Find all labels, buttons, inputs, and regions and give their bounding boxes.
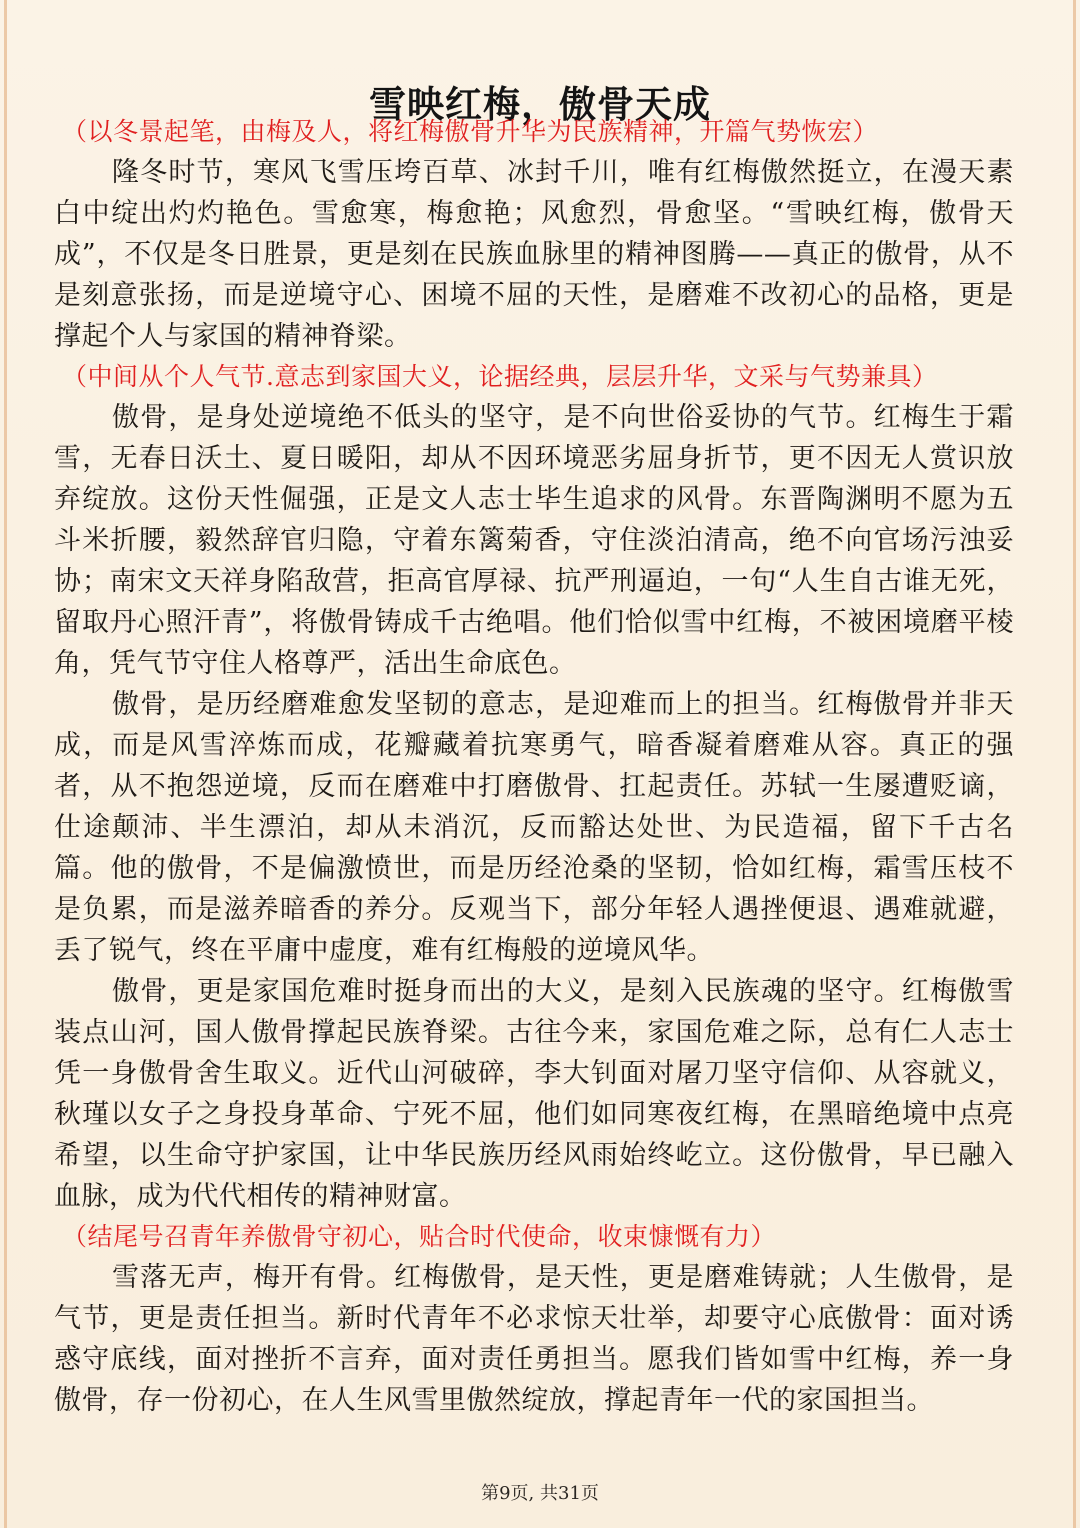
annotation-middle: （中间从个人气节.意志到家国大义，论据经典，层层升华，文采与气势兼具）	[62, 362, 938, 391]
essay-body	[54, 112, 1014, 1421]
paragraph-5: 雪落无声，梅开有骨。红梅傲骨，是天性，更是磨难铸就；人生傲骨，是气节，更是责任担当。新时代青年不必求惊天壮举，却要守心底傲骨：面对诱惑守底线，面对挫折不言弃，面对责任勇担当。愿我们皆如雪中红梅，养一身傲骨，存一份初心，在人生风雪里傲然绽放，撑起青年一代的家国担当。	[54, 1262, 1014, 1416]
essay-title: 雪映红梅，傲骨天成	[369, 82, 711, 126]
page-border-left	[4, 0, 7, 1528]
page-number: 第9页, 共31页	[481, 1483, 599, 1504]
paragraph-2: 傲骨，是身处逆境绝不低头的坚守，是不向世俗妥协的气节。红梅生于霜雪，无春日沃土、夏日暖阳，却从不因环境恶劣屈身折节，更不因无人赏识放弃绽放。这份天性倔强，正是文人志士毕生追求的风骨。东晋陶渊明不愿为五斗米折腰，毅然辞官归隐，守着东篱菊香，守住淡泊清高，绝不向官场污浊妥协；南宋文天祥身陷敌营，拒高官厚禄、抗严刑逼迫，一句“人生自古谁无死，留取丹心照汗青”，将傲骨铸成千古绝唱。他们恰似雪中红梅，不被困境磨平棱角，凭气节守住人格尊严，活出生命底色。	[54, 402, 1014, 679]
paragraph-3: 傲骨，是历经磨难愈发坚韧的意志，是迎难而上的担当。红梅傲骨并非天成，而是风雪淬炼而成，花瓣藏着抗寒勇气，暗香凝着磨难从容。真正的强者，从不抱怨逆境，反而在磨难中打磨傲骨、扛起责任。苏轼一生屡遭贬谪，仕途颠沛、半生漂泊，却从未消沉，反而豁达处世、为民造福，留下千古名篇。他的傲骨，不是偏激愤世，而是历经沧桑的坚韧，恰如红梅，霜雪压枝不是负累，而是滋养暗香的养分。反观当下，部分年轻人遇挫便退、遇难就避，丢了锐气，终在平庸中虚度，难有红梅般的逆境风华。	[54, 689, 1014, 966]
paragraph-4: 傲骨，更是家国危难时挺身而出的大义，是刻入民族魂的坚守。红梅傲雪装点山河，国人傲骨撑起民族脊梁。古往今来，家国危难之际，总有仁人志士凭一身傲骨舍生取义。近代山河破碎，李大钊面对屠刀坚守信仰、从容就义，秋瑾以女子之身投身革命、宁死不屈，他们如同寒夜红梅，在黑暗绝境中点亮希望，以生命守护家国，让中华民族历经风雨始终屹立。这份傲骨，早已融入血脉，成为代代相传的精神财富。	[54, 976, 1014, 1212]
annotation-opening: （以冬景起笔，由梅及人，将红梅傲骨升华为民族精神，开篇气势恢宏）	[62, 117, 879, 146]
paragraph-1: 隆冬时节，寒风飞雪压垮百草、冰封千川，唯有红梅傲然挺立，在漫天素白中绽出灼灼艳色。雪愈寒，梅愈艳；风愈烈，骨愈坚。“雪映红梅，傲骨天成”，不仅是冬日胜景，更是刻在民族血脉里的精神图腾——真正的傲骨，从不是刻意张扬，而是逆境守心、困境不屈的天性，是磨难不改初心的品格，更是撑起个人与家国的精神脊梁。	[54, 157, 1014, 352]
page-border-right	[1073, 0, 1076, 1528]
annotation-ending: （结尾号召青年养傲骨守初心，贴合时代使命，收束慷慨有力）	[62, 1222, 777, 1251]
